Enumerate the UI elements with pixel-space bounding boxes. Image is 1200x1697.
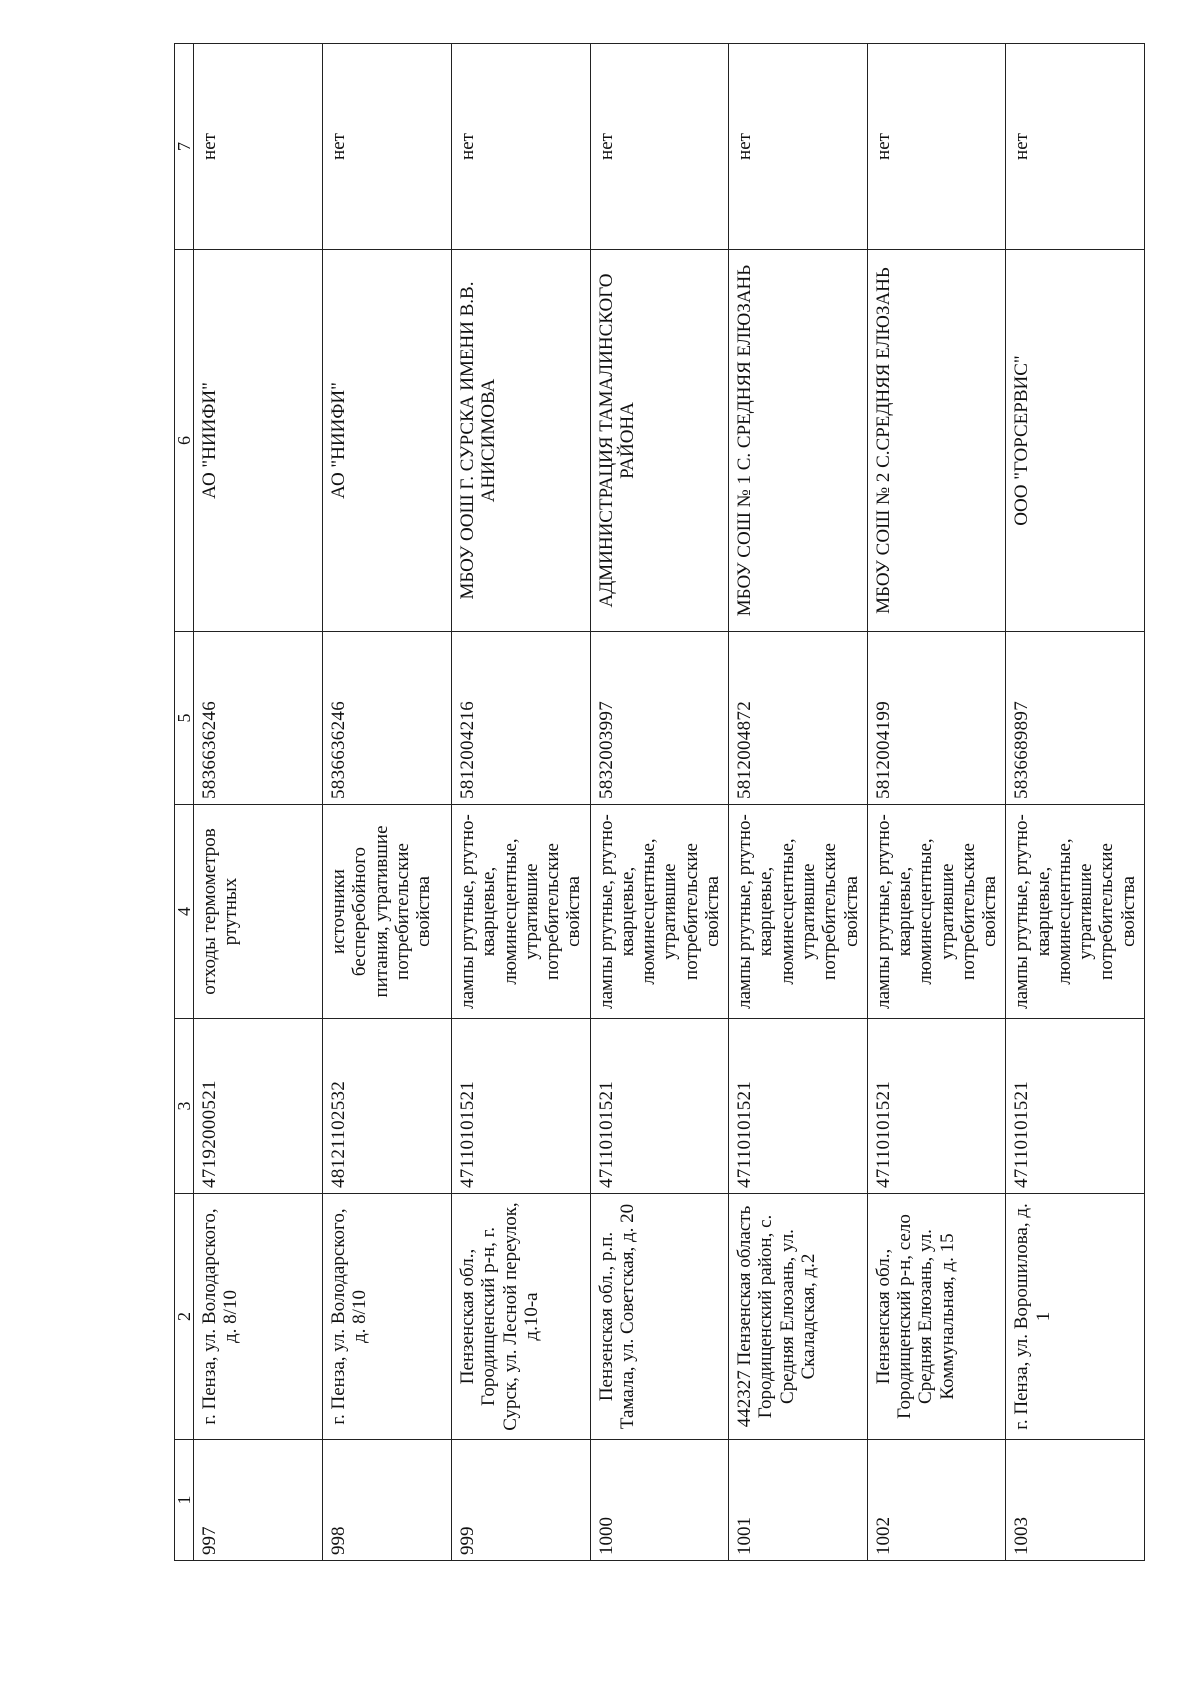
address-cell: г. Пенза, ул. Володарского, д. 8/10	[194, 1194, 323, 1440]
column-number: 5	[175, 632, 194, 805]
organization-cell: МБОУ ООШ Г. СУРСКА ИМЕНИ В.В. АНИСИМОВА	[452, 250, 591, 632]
waste-name-cell: лампы ртутные, ртутно-кварцевые, люминесцентные, утратившие потребительские свойства	[867, 805, 1006, 1019]
flag-cell: нет	[590, 44, 729, 250]
waste-code-cell: 47110101521	[1006, 1019, 1145, 1194]
inn-cell: 5836636246	[194, 632, 323, 805]
organization-cell: АО "НИИФИ"	[323, 250, 452, 632]
inn-cell: 5832003997	[590, 632, 729, 805]
address-cell: г. Пенза, ул. Володарского, д. 8/10	[323, 1194, 452, 1440]
waste-registry-table	[174, 43, 1145, 1561]
address-cell: г. Пенза, ул. Ворошилова, д. 1	[1006, 1194, 1145, 1440]
flag-cell: нет	[867, 44, 1006, 250]
column-number: 7	[175, 44, 194, 250]
organization-cell: АО "НИИФИ"	[194, 250, 323, 632]
organization-cell: АДМИНИСТРАЦИЯ ТАМАЛИНСКОГО РАЙОНА	[590, 250, 729, 632]
column-number-row	[175, 44, 194, 1561]
flag-cell: нет	[452, 44, 591, 250]
waste-code-cell: 47192000521	[194, 1019, 323, 1194]
table-row	[1006, 44, 1145, 1561]
flag-cell: нет	[194, 44, 323, 250]
waste-name-cell: лампы ртутные, ртутно-кварцевые, люминесцентные, утратившие потребительские свойства	[452, 805, 591, 1019]
waste-name-cell: источники бесперебойного питания, утратившие потребительские свойства	[323, 805, 452, 1019]
column-number: 3	[175, 1019, 194, 1194]
waste-name-cell: лампы ртутные, ртутно-кварцевые, люминесцентные, утратившие потребительские свойства	[729, 805, 868, 1019]
row-number: 1001	[729, 1440, 868, 1561]
column-number: 1	[175, 1440, 194, 1561]
organization-cell: МБОУ СОШ № 2 С.СРЕДНЯЯ ЕЛЮЗАНЬ	[867, 250, 1006, 632]
organization-cell: МБОУ СОШ № 1 С. СРЕДНЯЯ ЕЛЮЗАНЬ	[729, 250, 868, 632]
row-number: 1000	[590, 1440, 729, 1561]
inn-cell: 5836689897	[1006, 632, 1145, 805]
address-cell: 442327 Пензенская область Городищенский район, с. Средняя Елюзань, ул. Скаладская, д.2	[729, 1194, 868, 1440]
rotated-page	[174, 44, 1139, 1561]
waste-name-cell: лампы ртутные, ртутно-кварцевые, люминесцентные, утратившие потребительские свойства	[590, 805, 729, 1019]
table-row	[323, 44, 452, 1561]
table-row	[194, 44, 323, 1561]
table-row	[590, 44, 729, 1561]
waste-code-cell: 47110101521	[452, 1019, 591, 1194]
inn-cell: 5812004216	[452, 632, 591, 805]
flag-cell: нет	[1006, 44, 1145, 250]
organization-cell: ООО "ГОРСЕРВИС"	[1006, 250, 1145, 632]
flag-cell: нет	[323, 44, 452, 250]
waste-name-cell: отходы термометров ртутных	[194, 805, 323, 1019]
waste-name-cell: лампы ртутные, ртутно-кварцевые, люминесцентные, утратившие потребительские свойства	[1006, 805, 1145, 1019]
row-number: 999	[452, 1440, 591, 1561]
row-number: 998	[323, 1440, 452, 1561]
inn-cell: 5812004872	[729, 632, 868, 805]
flag-cell: нет	[729, 44, 868, 250]
address-cell: Пензенская обл., р.п. Тамала, ул. Советская, д. 20	[590, 1194, 729, 1440]
address-cell: Пензенская обл., Городищенский р-н, г. Сурск, ул. Лесной переулок, д.10-а	[452, 1194, 591, 1440]
inn-cell: 5836636246	[323, 632, 452, 805]
waste-code-cell: 48121102532	[323, 1019, 452, 1194]
waste-code-cell: 47110101521	[590, 1019, 729, 1194]
table-row	[867, 44, 1006, 1561]
column-number: 6	[175, 250, 194, 632]
column-number: 2	[175, 1194, 194, 1440]
address-cell: Пензенская обл., Городищенский р-н, село Средняя Елюзань, ул. Коммунальная, д. 15	[867, 1194, 1006, 1440]
waste-code-cell: 47110101521	[867, 1019, 1006, 1194]
row-number: 1003	[1006, 1440, 1145, 1561]
table-row	[452, 44, 591, 1561]
waste-code-cell: 47110101521	[729, 1019, 868, 1194]
table-row	[729, 44, 868, 1561]
inn-cell: 5812004199	[867, 632, 1006, 805]
column-number: 4	[175, 805, 194, 1019]
row-number: 997	[194, 1440, 323, 1561]
row-number: 1002	[867, 1440, 1006, 1561]
